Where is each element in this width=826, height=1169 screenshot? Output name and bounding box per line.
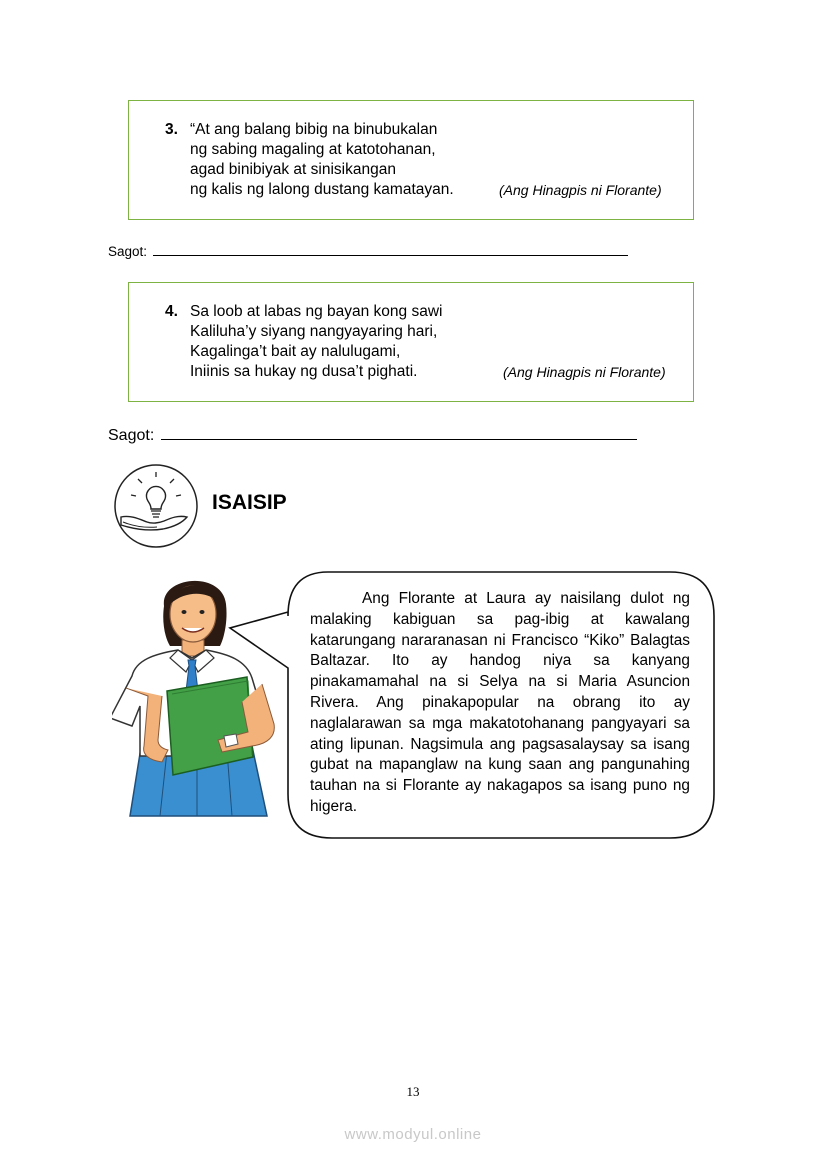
answer-label: Sagot: bbox=[108, 244, 148, 259]
speech-text bbox=[310, 589, 690, 818]
answer-line-4 bbox=[108, 423, 637, 445]
lightbulb-hand-icon bbox=[111, 462, 201, 550]
stanza-line: “At ang balang bibig na binubukalan bbox=[190, 121, 438, 138]
stanza-box-4 bbox=[128, 282, 694, 402]
stanza-line: ng sabing magaling at katotohanan, bbox=[190, 141, 436, 158]
stanza-line: Sa loob at labas ng bayan kong sawi bbox=[190, 303, 443, 320]
stanza-line: agad binibiyak at sinisikangan bbox=[190, 161, 396, 178]
stanza-line: Iniinis sa hukay ng dusa’t pighati. bbox=[190, 363, 418, 380]
stanza-source: (Ang Hinagpis ni Florante) bbox=[499, 182, 662, 198]
stanza-line: ng kalis ng lalong dustang kamatayan. bbox=[190, 181, 454, 198]
item-number: 3. bbox=[165, 121, 178, 138]
item-number: 4. bbox=[165, 303, 178, 320]
speech-paragraph: Ang Florante at Laura ay naisilang dulot ng malaking kabiguan sa pag-ibig at kawalang katarungang nararanasan ni Francisco “Kiko” Balagtas Baltazar. Ito ay handog niya sa kanyang pinakamamahal na si Selya na si Maria Asuncion Rivera. Ang pinakapopular na obrang ito ay naglalarawan sa mga makatotohanang pangyayari sa ating lipunan. Nagsimula ang pagsasalaysay sa isang gubat na mapanglaw na kung saan ang pangunahing tauhan na si Florante ay nakagapos sa isang puno ng higera. bbox=[310, 590, 690, 815]
stanza-line: Kagalinga’t bait ay nalulugami, bbox=[190, 343, 401, 360]
answer-label: Sagot: bbox=[108, 427, 155, 444]
answer-blank[interactable] bbox=[153, 241, 628, 256]
watermark: www.modyul.online bbox=[344, 1126, 482, 1143]
stanza-line: Kaliluha’y siyang nangyayaring hari, bbox=[190, 323, 438, 340]
stanza-source: (Ang Hinagpis ni Florante) bbox=[503, 364, 666, 380]
answer-blank[interactable] bbox=[161, 423, 637, 440]
stanza-box-3 bbox=[128, 100, 694, 220]
section-title: ISAISIP bbox=[212, 491, 287, 514]
answer-line-3 bbox=[108, 241, 628, 259]
page-number: 13 bbox=[406, 1084, 420, 1099]
